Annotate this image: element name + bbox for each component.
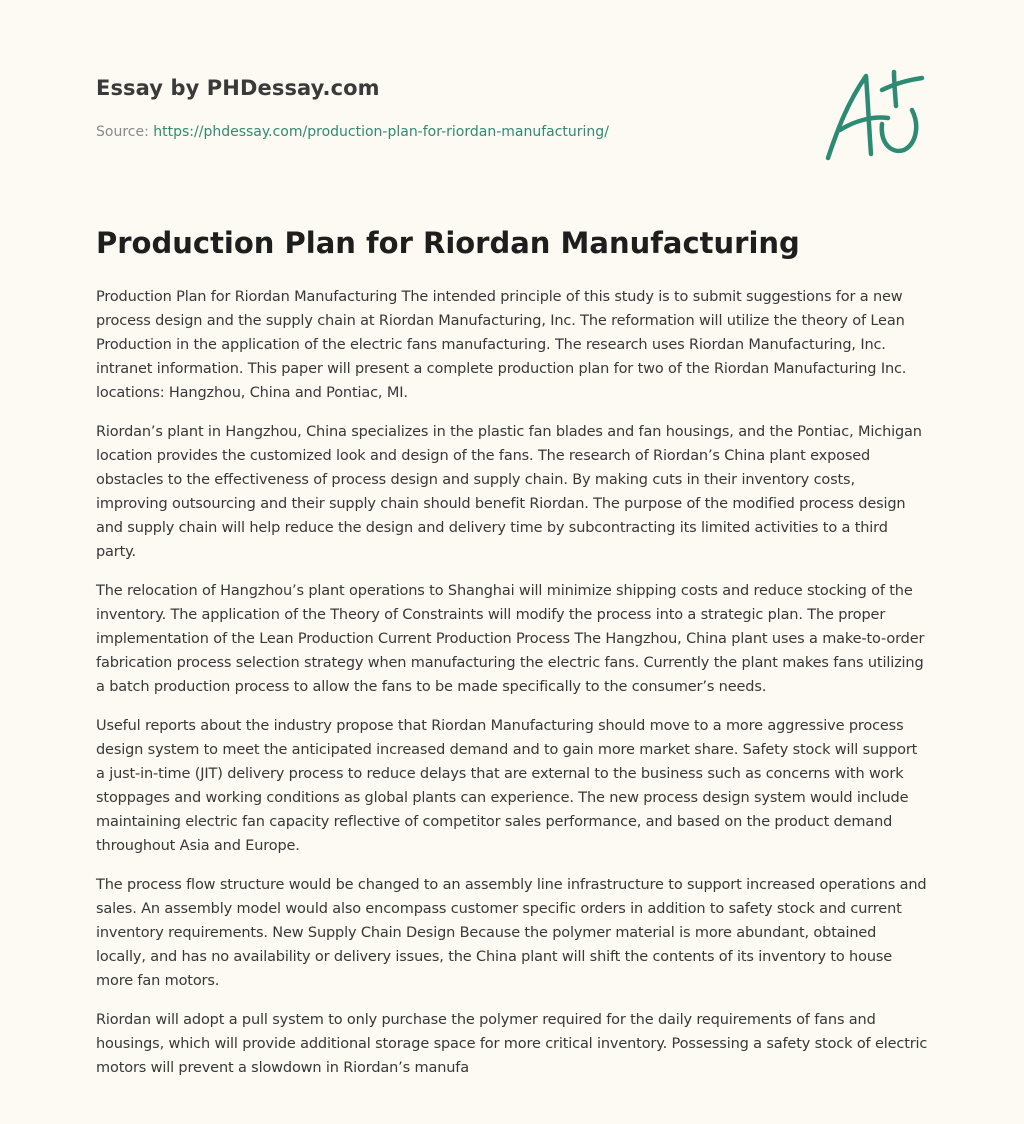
a-plus-logo-icon bbox=[822, 68, 926, 164]
site-brand: Essay by PHDessay.com bbox=[96, 76, 380, 100]
essay-body bbox=[96, 285, 928, 1095]
essay-paragraph: The relocation of Hangzhou’s plant operations to Shanghai will minimize shipping costs and reduce stocking of the inventory. The application of the Theory of Constraints will modify the process into a strategic plan. The proper implementation of the Lean Production Current Production Process The Hangzhou, China plant uses a make-to-order fabrication process selection strategy when manufacturing the electric fans. Currently the plant makes fans utilizing a batch production process to allow the fans to be made specifically to the consumer’s needs. bbox=[96, 583, 925, 695]
logo-plus-horizontal bbox=[882, 78, 922, 90]
source-link[interactable]: https://phdessay.com/production-plan-for-riordan-manufacturing/ bbox=[153, 124, 609, 140]
source-label: Source: bbox=[96, 124, 149, 140]
essay-title: Production Plan for Riordan Manufacturing bbox=[96, 226, 800, 260]
source-line bbox=[96, 124, 609, 140]
essay-paragraph: Riordan’s plant in Hangzhou, China specializes in the plastic fan blades and fan housings, and the Pontiac, Michigan location provides the customized look and design of the fans. The research of Riordan’s China plant exposed obstacles to the effectiveness of process design and supply chain. By making cuts in their inventory costs, improving outsourcing and their supply chain should benefit Riordan. The purpose of the modified process design and supply chain will help reduce the design and delivery time by subcontracting its limited activities to a third party. bbox=[96, 424, 922, 560]
essay-paragraph: Production Plan for Riordan Manufacturing The intended principle of this study is to submit suggestions for a new process design and the supply chain at Riordan Manufacturing, Inc. The reformation will utilize the theory of Lean Production in the application of the electric fans manufacturing. The research uses Riordan Manufacturing, Inc. intranet information. This paper will present a complete production plan for two of the Riordan Manufacturing Inc. locations: Hangzhou, China and Pontiac, MI. bbox=[96, 289, 907, 401]
essay-paragraph: Useful reports about the industry propose that Riordan Manufacturing should move to a more aggressive process design system to meet the anticipated increased demand and to gain more market share. Safety stock will support a just-in-time (JIT) delivery process to reduce delays that are external to the business such as concerns with work stoppages and working conditions as global plants can experience. The new process design system would include maintaining electric fan capacity reflective of competitor sales performance, and based on the product demand throughout Asia and Europe. bbox=[96, 718, 918, 854]
essay-paragraph: The process flow structure would be changed to an assembly line infrastructure to support increased operations and sales. An assembly model would also encompass customer specific orders in addition to safety stock and current inventory requirements. New Supply Chain Design Because the polymer material is more abundant, obtained locally, and has no availability or delivery issues, the China plant will shift the contents of its inventory to house more fan motors. bbox=[96, 877, 927, 989]
logo-letter-a bbox=[828, 76, 871, 158]
essay-paragraph: Riordan will adopt a pull system to only purchase the polymer required for the daily requirements of fans and housings, which will provide additional storage space for more critical inventory. Possessing a safety stock of electric motors will prevent a slowdown in Riordan’s manufa bbox=[96, 1012, 928, 1076]
logo-plus-vertical bbox=[894, 72, 896, 106]
